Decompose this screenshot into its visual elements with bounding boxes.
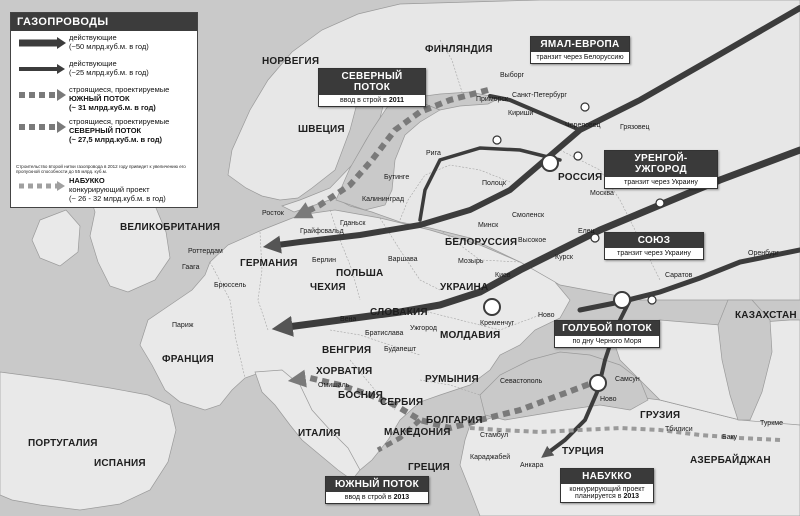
legend-title: ГАЗОПРОВОДЫ — [11, 13, 197, 31]
country-label-greece: ГРЕЦИЯ — [408, 462, 450, 473]
city-label: Киев — [495, 272, 511, 279]
city-label: Севастополь — [500, 378, 543, 385]
country-label-germany: ГЕРМАНИЯ — [240, 258, 298, 269]
city-label: Санкт-Петербург — [512, 92, 567, 99]
legend-text: действующие — [69, 59, 117, 68]
legend-item-south-stream — [11, 85, 197, 113]
legend-item-nabucco — [11, 176, 197, 204]
legend-note: Строительство второй нитки газопровода в 2012 году приведет к увеличению его пропускной способности до 55 млрд. куб.м. — [16, 164, 186, 174]
city-label: Берлин — [312, 257, 337, 264]
callout-nabucco — [560, 468, 654, 503]
country-label-turkey: ТУРЦИЯ — [562, 446, 604, 457]
callout-sub: планируется в — [574, 493, 622, 500]
city-label: Братислава — [365, 330, 404, 337]
callout-sub: по дну Черного Моря — [572, 338, 642, 345]
callout-title: ЮЖНЫЙ ПОТОК — [326, 477, 428, 492]
city-label: Гаага — [182, 264, 200, 271]
callout-year: 2013 — [623, 493, 640, 500]
city-label: Туркме — [760, 420, 783, 427]
city-label: Бутинге — [384, 174, 410, 181]
country-label-italy: ИТАЛИЯ — [298, 428, 341, 439]
legend-item-active-25 — [11, 59, 197, 87]
city-label: Приморск — [476, 96, 508, 103]
city-label: Брюссель — [214, 282, 247, 289]
callout-sub: транзит через Украину — [617, 250, 691, 257]
city-label: Саратов — [665, 272, 693, 279]
city-label: Тбилиси — [665, 426, 693, 433]
country-label-france: ФРАНЦИЯ — [162, 354, 214, 365]
city-label: Елец — [578, 228, 595, 235]
city-label: Курск — [555, 254, 573, 261]
legend-text: действующие — [69, 33, 117, 42]
country-label-sweden: ШВЕЦИЯ — [298, 124, 345, 135]
country-label-russia: РОССИЯ — [558, 172, 603, 183]
callout-title: УРЕНГОЙ-УЖГОРОД — [605, 151, 717, 177]
legend-text: (~ 27,5 млрд.куб.м. в год) — [69, 135, 163, 144]
city-label: Будапешт — [384, 346, 417, 353]
country-label-poland: ПОЛЬША — [336, 268, 384, 279]
legend-swatch-thin-arrow — [17, 62, 67, 76]
city-label: Грайфсвальд — [300, 228, 344, 235]
city-label: Роттердам — [188, 248, 223, 255]
city-label: Грязовец — [620, 124, 650, 131]
callout-sub: транзит через Белоруссию — [536, 54, 624, 61]
legend-swatch-dashed-arrow — [17, 120, 67, 134]
country-label-slovakia: СЛОВАКИЯ — [370, 307, 428, 318]
callout-south-stream — [325, 476, 429, 504]
callout-nord-stream — [318, 68, 426, 107]
callout-sub: конкурирующий проект — [569, 486, 645, 493]
legend-text: СЕВЕРНЫЙ ПОТОК — [69, 126, 142, 135]
country-label-kazakhstan: КАЗАХСТАН — [735, 310, 797, 321]
city-label: Мозырь — [458, 258, 484, 265]
city-label: Минск — [478, 222, 499, 229]
legend-text: (~50 млрд.куб.м. в год) — [69, 42, 149, 51]
city-label: Выборг — [500, 72, 525, 79]
legend-swatch-dashed-arrow — [17, 88, 67, 102]
country-label-bulgaria: БОЛГАРИЯ — [426, 415, 483, 426]
city-label: Самсун — [615, 376, 640, 383]
country-label-finland: ФИНЛЯНДИЯ — [425, 44, 493, 55]
legend-text: (~25 млрд.куб.м. в год) — [69, 68, 149, 77]
callout-year: 2013 — [393, 494, 410, 501]
city-label: Смоленск — [512, 212, 545, 219]
city-label: Ужгород — [410, 325, 437, 332]
legend-swatch-thick-arrow — [17, 36, 67, 50]
city-label: Череповец — [565, 122, 601, 129]
country-label-moldova: МОЛДАВИЯ — [440, 330, 501, 341]
country-label-spain: ИСПАНИЯ — [94, 458, 146, 469]
callout-year: 2011 — [388, 97, 404, 104]
country-label-belarus: БЕЛОРУССИЯ — [445, 237, 518, 248]
legend-text: строящиеся, проектируемые — [69, 117, 170, 126]
city-label: Кременчуг — [480, 320, 515, 327]
callout-title: СЕВЕРНЫЙ ПОТОК — [319, 69, 425, 95]
callout-sub: транзит через Украину — [624, 179, 698, 186]
legend-item-active-50 — [11, 33, 197, 61]
country-label-hungary: ВЕНГРИЯ — [322, 345, 372, 356]
city-label: Гданьск — [340, 220, 366, 227]
country-label-ukraine: УКРАИНА — [440, 282, 489, 293]
callout-yamal-europe — [530, 36, 630, 64]
callout-title: ЯМАЛ-ЕВРОПА — [531, 37, 629, 52]
city-label: Баку — [722, 434, 738, 441]
legend-text: конкурирующий проект — [69, 185, 150, 194]
city-label: Полоцк — [482, 180, 506, 187]
city-label: Ново — [538, 312, 555, 319]
city-label: Ново — [600, 396, 617, 403]
callout-soyuz — [604, 232, 704, 260]
callout-title: НАБУККО — [561, 469, 653, 484]
city-label: Кириши — [508, 110, 534, 117]
city-label: Омишаль — [318, 382, 350, 389]
callout-sub: ввод в строй в — [340, 97, 387, 104]
city-label: Вена — [340, 316, 357, 323]
callout-blue-stream — [554, 320, 660, 348]
city-label: Калининград — [362, 196, 405, 203]
country-label-serbia: СЕРБИЯ — [380, 397, 424, 408]
city-label: Анкара — [520, 462, 544, 469]
country-label-romania: РУМЫНИЯ — [425, 374, 479, 385]
legend-text: (~ 26 - 32 млрд.куб.м. в год) — [69, 194, 166, 203]
legend-swatch-light-dashed-arrow — [17, 179, 67, 193]
city-label: Росток — [262, 210, 284, 217]
city-label: Оренбург — [748, 250, 779, 257]
callout-title: ГОЛУБОЙ ПОТОК — [555, 321, 659, 336]
legend-text: ЮЖНЫЙ ПОТОК — [69, 94, 130, 103]
legend-text: НАБУККО — [69, 176, 105, 185]
country-label-croatia: ХОРВАТИЯ — [316, 366, 373, 377]
city-label: Париж — [172, 322, 194, 329]
country-label-uk: ВЕЛИКОБРИТАНИЯ — [120, 222, 221, 233]
callout-title: СОЮЗ — [605, 233, 703, 248]
legend — [10, 12, 198, 208]
country-label-czech: ЧЕХИЯ — [310, 282, 346, 293]
city-label: Высокое — [518, 237, 547, 244]
country-label-azerbaijan: АЗЕРБАЙДЖАН — [690, 455, 771, 466]
country-label-bosnia: БОСНИЯ — [338, 390, 383, 401]
country-label-macedonia: МАКЕДОНИЯ — [384, 427, 451, 438]
city-label: Караджабей — [470, 454, 511, 461]
city-label: Стамбул — [480, 432, 509, 439]
country-label-portugal: ПОРТУГАЛИЯ — [28, 438, 98, 449]
city-label: Москва — [590, 190, 614, 197]
city-label: Варшава — [388, 256, 418, 263]
country-label-norway: НОРВЕГИЯ — [262, 56, 320, 67]
legend-text: (~ 31 млрд.куб.м. в год) — [69, 103, 156, 112]
city-label: Рига — [426, 150, 441, 157]
callout-urengoy-uzhgorod — [604, 150, 718, 189]
legend-text: строящиеся, проектируемые — [69, 85, 170, 94]
legend-item-nord-stream — [11, 117, 197, 145]
country-label-georgia: ГРУЗИЯ — [640, 410, 681, 421]
callout-sub: ввод в строй в — [344, 494, 392, 501]
